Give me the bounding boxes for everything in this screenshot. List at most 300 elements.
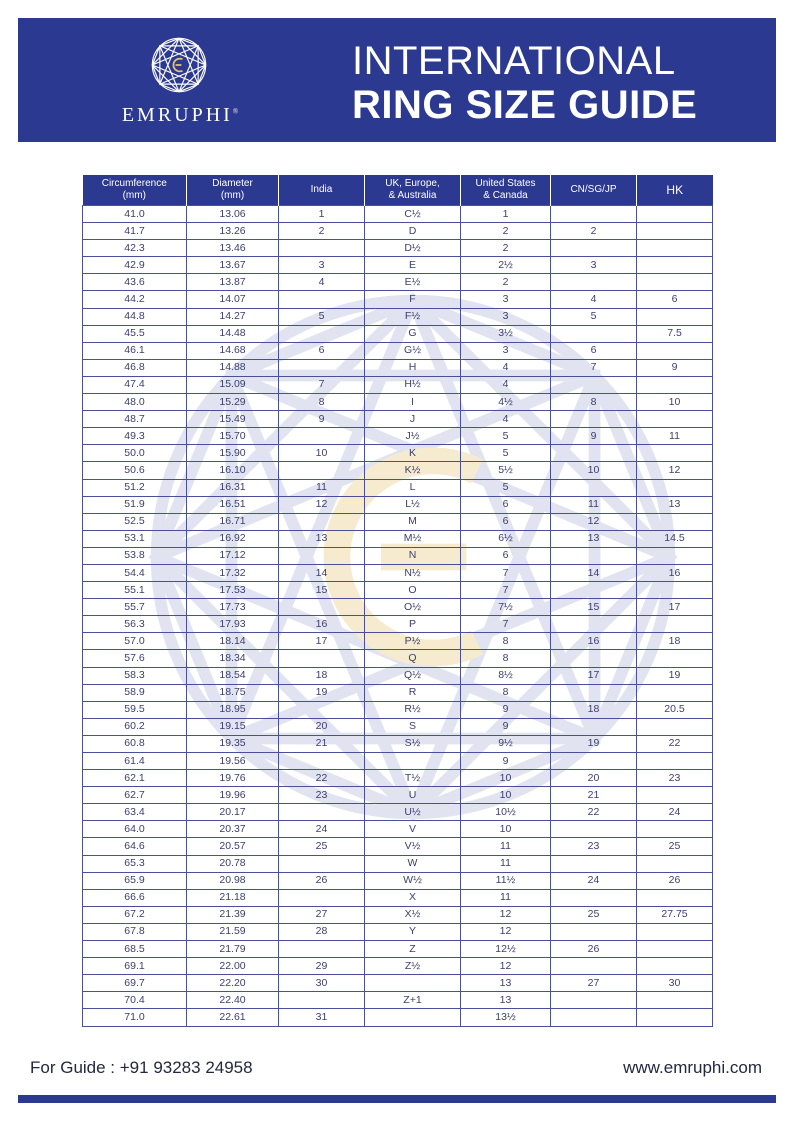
cell-circumference: 41.0	[83, 206, 187, 223]
cell-diameter: 16.31	[187, 479, 279, 496]
cell-circumference: 46.8	[83, 359, 187, 376]
cell-uk: V½	[365, 838, 461, 855]
cell-hk: 9	[637, 359, 713, 376]
cell-us: 10½	[461, 804, 551, 821]
cell-circumference: 61.4	[83, 753, 187, 770]
cell-us: 7	[461, 564, 551, 581]
cell-hk	[637, 513, 713, 530]
cell-us: 3	[461, 308, 551, 325]
cell-diameter: 19.15	[187, 718, 279, 735]
cell-us: 9	[461, 701, 551, 718]
cell-india: 9	[279, 411, 365, 428]
cell-hk: 26	[637, 872, 713, 889]
cell-uk: Q	[365, 650, 461, 667]
cell-india: 30	[279, 975, 365, 992]
cell-circumference: 49.3	[83, 428, 187, 445]
cell-diameter: 21.39	[187, 906, 279, 923]
cell-cn: 12	[551, 513, 637, 530]
cell-uk: J½	[365, 428, 461, 445]
cell-hk: 25	[637, 838, 713, 855]
table-row	[83, 462, 713, 479]
cell-us: 8	[461, 633, 551, 650]
cell-cn: 19	[551, 735, 637, 752]
cell-circumference: 60.2	[83, 718, 187, 735]
cell-india: 13	[279, 530, 365, 547]
cell-diameter: 15.70	[187, 428, 279, 445]
cell-india: 18	[279, 667, 365, 684]
header-india: India	[279, 175, 365, 206]
cell-us: 6	[461, 513, 551, 530]
cell-hk	[637, 753, 713, 770]
cell-cn	[551, 325, 637, 342]
cell-circumference: 44.8	[83, 308, 187, 325]
cell-circumference: 54.4	[83, 564, 187, 581]
cell-us: 8½	[461, 667, 551, 684]
cell-hk	[637, 308, 713, 325]
table-row	[83, 496, 713, 513]
table-row	[83, 342, 713, 359]
table-row	[83, 325, 713, 342]
cell-hk: 18	[637, 633, 713, 650]
cell-us: 13	[461, 975, 551, 992]
cell-india: 14	[279, 564, 365, 581]
cell-circumference: 50.6	[83, 462, 187, 479]
cell-uk	[365, 1009, 461, 1026]
cell-diameter: 18.75	[187, 684, 279, 701]
cell-uk: W½	[365, 872, 461, 889]
cell-cn	[551, 411, 637, 428]
table-header-row	[83, 175, 713, 206]
table-row	[83, 530, 713, 547]
cell-hk	[637, 376, 713, 393]
cell-us: 3	[461, 342, 551, 359]
cell-hk	[637, 1009, 713, 1026]
cell-india	[279, 992, 365, 1009]
cell-diameter: 20.78	[187, 855, 279, 872]
cell-circumference: 57.0	[83, 633, 187, 650]
cell-diameter: 17.73	[187, 599, 279, 616]
cell-uk: S	[365, 718, 461, 735]
cell-us: 4	[461, 376, 551, 393]
cell-cn: 17	[551, 667, 637, 684]
cell-uk: O	[365, 582, 461, 599]
cell-india: 28	[279, 923, 365, 940]
table-row	[83, 906, 713, 923]
cell-cn: 14	[551, 564, 637, 581]
cell-us: 11½	[461, 872, 551, 889]
table-row	[83, 753, 713, 770]
cell-diameter: 17.32	[187, 564, 279, 581]
cell-cn	[551, 650, 637, 667]
cell-cn	[551, 718, 637, 735]
cell-india: 6	[279, 342, 365, 359]
header-diameter: Diameter (mm)	[187, 175, 279, 206]
cell-diameter: 15.09	[187, 376, 279, 393]
cell-india: 17	[279, 633, 365, 650]
cell-us: 5	[461, 445, 551, 462]
cell-uk: S½	[365, 735, 461, 752]
cell-india: 19	[279, 684, 365, 701]
cell-diameter: 22.20	[187, 975, 279, 992]
cell-us: 3	[461, 291, 551, 308]
table-row	[83, 667, 713, 684]
cell-cn: 20	[551, 770, 637, 787]
cell-cn	[551, 582, 637, 599]
cell-uk: R	[365, 684, 461, 701]
cell-circumference: 51.9	[83, 496, 187, 513]
cell-diameter: 21.18	[187, 889, 279, 906]
cell-india: 10	[279, 445, 365, 462]
table-row	[83, 257, 713, 274]
cell-india: 27	[279, 906, 365, 923]
cell-uk: Q½	[365, 667, 461, 684]
cell-us: 6	[461, 496, 551, 513]
cell-us: 12	[461, 923, 551, 940]
table-row	[83, 240, 713, 257]
cell-hk	[637, 923, 713, 940]
cell-circumference: 53.8	[83, 547, 187, 564]
cell-uk	[365, 975, 461, 992]
cell-hk	[637, 206, 713, 223]
cell-hk	[637, 684, 713, 701]
cell-uk: X½	[365, 906, 461, 923]
cell-cn: 26	[551, 941, 637, 958]
cell-hk: 14.5	[637, 530, 713, 547]
cell-us: 2	[461, 223, 551, 240]
table-row	[83, 992, 713, 1009]
cell-circumference: 66.6	[83, 889, 187, 906]
cell-cn: 18	[551, 701, 637, 718]
cell-cn: 8	[551, 394, 637, 411]
cell-india	[279, 753, 365, 770]
cell-diameter: 20.37	[187, 821, 279, 838]
table-row	[83, 479, 713, 496]
cell-cn	[551, 753, 637, 770]
cell-us: 4	[461, 411, 551, 428]
cell-india: 21	[279, 735, 365, 752]
cell-hk	[637, 821, 713, 838]
cell-circumference: 55.1	[83, 582, 187, 599]
table-row	[83, 650, 713, 667]
cell-cn	[551, 479, 637, 496]
cell-hk	[637, 992, 713, 1009]
cell-india: 22	[279, 770, 365, 787]
header-us-canada: United States & Canada	[461, 175, 551, 206]
cell-india	[279, 804, 365, 821]
cell-hk: 7.5	[637, 325, 713, 342]
cell-us: 7	[461, 616, 551, 633]
table-row	[83, 616, 713, 633]
cell-us: 1	[461, 206, 551, 223]
cell-india: 8	[279, 394, 365, 411]
cell-circumference: 62.1	[83, 770, 187, 787]
cell-hk	[637, 342, 713, 359]
table-row	[83, 411, 713, 428]
cell-hk: 10	[637, 394, 713, 411]
footer-bar	[18, 1095, 776, 1103]
cell-cn: 5	[551, 308, 637, 325]
cell-cn: 16	[551, 633, 637, 650]
cell-uk: Y	[365, 923, 461, 940]
cell-circumference: 63.4	[83, 804, 187, 821]
cell-hk: 17	[637, 599, 713, 616]
page-title-line2: RING SIZE GUIDE	[352, 83, 698, 127]
table-row	[83, 855, 713, 872]
cell-diameter: 21.59	[187, 923, 279, 940]
cell-diameter: 16.51	[187, 496, 279, 513]
cell-circumference: 51.2	[83, 479, 187, 496]
cell-cn	[551, 855, 637, 872]
cell-uk: C½	[365, 206, 461, 223]
cell-diameter: 19.56	[187, 753, 279, 770]
cell-diameter: 16.71	[187, 513, 279, 530]
cell-circumference: 67.2	[83, 906, 187, 923]
cell-cn: 7	[551, 359, 637, 376]
table-row	[83, 684, 713, 701]
cell-india	[279, 941, 365, 958]
cell-india: 31	[279, 1009, 365, 1026]
cell-us: 6	[461, 547, 551, 564]
cell-cn: 4	[551, 291, 637, 308]
cell-india: 26	[279, 872, 365, 889]
cell-cn	[551, 889, 637, 906]
cell-circumference: 47.4	[83, 376, 187, 393]
table-row	[83, 582, 713, 599]
cell-us: 12½	[461, 941, 551, 958]
cell-us: 7½	[461, 599, 551, 616]
cell-india: 1	[279, 206, 365, 223]
cell-hk	[637, 616, 713, 633]
cell-cn: 27	[551, 975, 637, 992]
cell-diameter: 15.29	[187, 394, 279, 411]
cell-circumference: 65.3	[83, 855, 187, 872]
cell-diameter: 15.49	[187, 411, 279, 428]
cell-cn	[551, 206, 637, 223]
cell-uk: T½	[365, 770, 461, 787]
table-row	[83, 223, 713, 240]
cell-uk: L	[365, 479, 461, 496]
cell-diameter: 20.17	[187, 804, 279, 821]
cell-cn: 10	[551, 462, 637, 479]
cell-india: 23	[279, 787, 365, 804]
header-uk-europe-australia: UK, Europe, & Australia	[365, 175, 461, 206]
cell-hk: 24	[637, 804, 713, 821]
cell-india: 15	[279, 582, 365, 599]
cell-cn	[551, 821, 637, 838]
cell-diameter: 22.61	[187, 1009, 279, 1026]
cell-us: 5	[461, 479, 551, 496]
cell-india: 20	[279, 718, 365, 735]
cell-uk: Z½	[365, 958, 461, 975]
cell-us: 2	[461, 274, 551, 291]
cell-diameter: 14.27	[187, 308, 279, 325]
cell-us: 4½	[461, 394, 551, 411]
cell-us: 9	[461, 753, 551, 770]
cell-uk: P	[365, 616, 461, 633]
ring-size-table	[82, 175, 713, 1027]
cell-diameter: 15.90	[187, 445, 279, 462]
cell-circumference: 68.5	[83, 941, 187, 958]
table-row	[83, 838, 713, 855]
brand-name: EMRUPHI®	[121, 104, 239, 126]
cell-us: 11	[461, 855, 551, 872]
table-row	[83, 735, 713, 752]
cell-uk: G½	[365, 342, 461, 359]
cell-cn: 13	[551, 530, 637, 547]
table-row	[83, 701, 713, 718]
cell-diameter: 19.76	[187, 770, 279, 787]
cell-cn	[551, 547, 637, 564]
cell-diameter: 13.46	[187, 240, 279, 257]
cell-india: 16	[279, 616, 365, 633]
cell-us: 11	[461, 838, 551, 855]
cell-uk: N	[365, 547, 461, 564]
cell-hk: 13	[637, 496, 713, 513]
cell-diameter: 16.10	[187, 462, 279, 479]
cell-diameter: 19.96	[187, 787, 279, 804]
cell-india	[279, 650, 365, 667]
cell-india: 4	[279, 274, 365, 291]
header-cn-sg-jp: CN/SG/JP	[551, 175, 637, 206]
cell-hk	[637, 889, 713, 906]
cell-uk: N½	[365, 564, 461, 581]
cell-cn: 22	[551, 804, 637, 821]
cell-cn: 11	[551, 496, 637, 513]
cell-hk: 19	[637, 667, 713, 684]
cell-diameter: 14.68	[187, 342, 279, 359]
cell-hk	[637, 274, 713, 291]
cell-diameter: 20.98	[187, 872, 279, 889]
cell-cn	[551, 445, 637, 462]
contact-phone: For Guide : +91 93283 24958	[30, 1058, 253, 1077]
cell-us: 5	[461, 428, 551, 445]
table-row	[83, 889, 713, 906]
cell-diameter: 13.67	[187, 257, 279, 274]
cell-cn	[551, 992, 637, 1009]
cell-hk	[637, 240, 713, 257]
cell-india	[279, 547, 365, 564]
cell-circumference: 59.5	[83, 701, 187, 718]
cell-circumference: 71.0	[83, 1009, 187, 1026]
cell-uk: X	[365, 889, 461, 906]
cell-circumference: 55.7	[83, 599, 187, 616]
cell-hk	[637, 718, 713, 735]
cell-india	[279, 359, 365, 376]
website-link[interactable]: www.emruphi.com	[623, 1058, 762, 1077]
cell-hk	[637, 411, 713, 428]
cell-diameter: 20.57	[187, 838, 279, 855]
cell-circumference: 60.8	[83, 735, 187, 752]
cell-cn: 23	[551, 838, 637, 855]
cell-uk: U	[365, 787, 461, 804]
cell-circumference: 62.7	[83, 787, 187, 804]
cell-hk: 16	[637, 564, 713, 581]
cell-cn: 6	[551, 342, 637, 359]
cell-cn	[551, 958, 637, 975]
cell-us: 8	[461, 684, 551, 701]
cell-circumference: 52.5	[83, 513, 187, 530]
cell-uk: U½	[365, 804, 461, 821]
header-circumference: Circumference (mm)	[83, 175, 187, 206]
cell-circumference: 58.9	[83, 684, 187, 701]
cell-us: 5½	[461, 462, 551, 479]
cell-cn: 3	[551, 257, 637, 274]
cell-circumference: 48.0	[83, 394, 187, 411]
cell-us: 10	[461, 787, 551, 804]
cell-circumference: 44.2	[83, 291, 187, 308]
cell-hk: 30	[637, 975, 713, 992]
table-row	[83, 872, 713, 889]
cell-hk	[637, 958, 713, 975]
cell-circumference: 64.0	[83, 821, 187, 838]
cell-diameter: 17.12	[187, 547, 279, 564]
cell-us: 10	[461, 770, 551, 787]
cell-diameter: 22.00	[187, 958, 279, 975]
cell-us: 10	[461, 821, 551, 838]
cell-hk	[637, 445, 713, 462]
cell-diameter: 18.95	[187, 701, 279, 718]
cell-india: 29	[279, 958, 365, 975]
cell-us: 12	[461, 906, 551, 923]
cell-circumference: 67.8	[83, 923, 187, 940]
cell-hk: 6	[637, 291, 713, 308]
cell-india	[279, 240, 365, 257]
cell-uk: J	[365, 411, 461, 428]
table-row	[83, 1009, 713, 1026]
cell-circumference: 42.3	[83, 240, 187, 257]
cell-diameter: 17.93	[187, 616, 279, 633]
cell-circumference: 45.5	[83, 325, 187, 342]
cell-india	[279, 599, 365, 616]
cell-india	[279, 889, 365, 906]
cell-circumference: 42.9	[83, 257, 187, 274]
table-row	[83, 821, 713, 838]
cell-diameter: 14.07	[187, 291, 279, 308]
table-row	[83, 394, 713, 411]
table-row	[83, 547, 713, 564]
cell-cn: 9	[551, 428, 637, 445]
cell-cn: 25	[551, 906, 637, 923]
table-row	[83, 428, 713, 445]
cell-hk: 27.75	[637, 906, 713, 923]
cell-diameter: 13.26	[187, 223, 279, 240]
cell-diameter: 14.88	[187, 359, 279, 376]
table-row	[83, 770, 713, 787]
cell-hk: 12	[637, 462, 713, 479]
cell-india: 25	[279, 838, 365, 855]
table-row	[83, 633, 713, 650]
cell-hk	[637, 223, 713, 240]
page-title-line1: INTERNATIONAL	[352, 39, 676, 83]
cell-india: 5	[279, 308, 365, 325]
table-row	[83, 359, 713, 376]
cell-cn	[551, 923, 637, 940]
cell-hk	[637, 941, 713, 958]
cell-uk: V	[365, 821, 461, 838]
table-row	[83, 804, 713, 821]
cell-circumference: 57.6	[83, 650, 187, 667]
cell-uk: Z+1	[365, 992, 461, 1009]
cell-us: 13½	[461, 1009, 551, 1026]
cell-india: 12	[279, 496, 365, 513]
cell-uk: L½	[365, 496, 461, 513]
cell-hk	[637, 547, 713, 564]
cell-hk: 23	[637, 770, 713, 787]
cell-uk	[365, 753, 461, 770]
cell-diameter: 19.35	[187, 735, 279, 752]
cell-circumference: 58.3	[83, 667, 187, 684]
cell-uk: I	[365, 394, 461, 411]
